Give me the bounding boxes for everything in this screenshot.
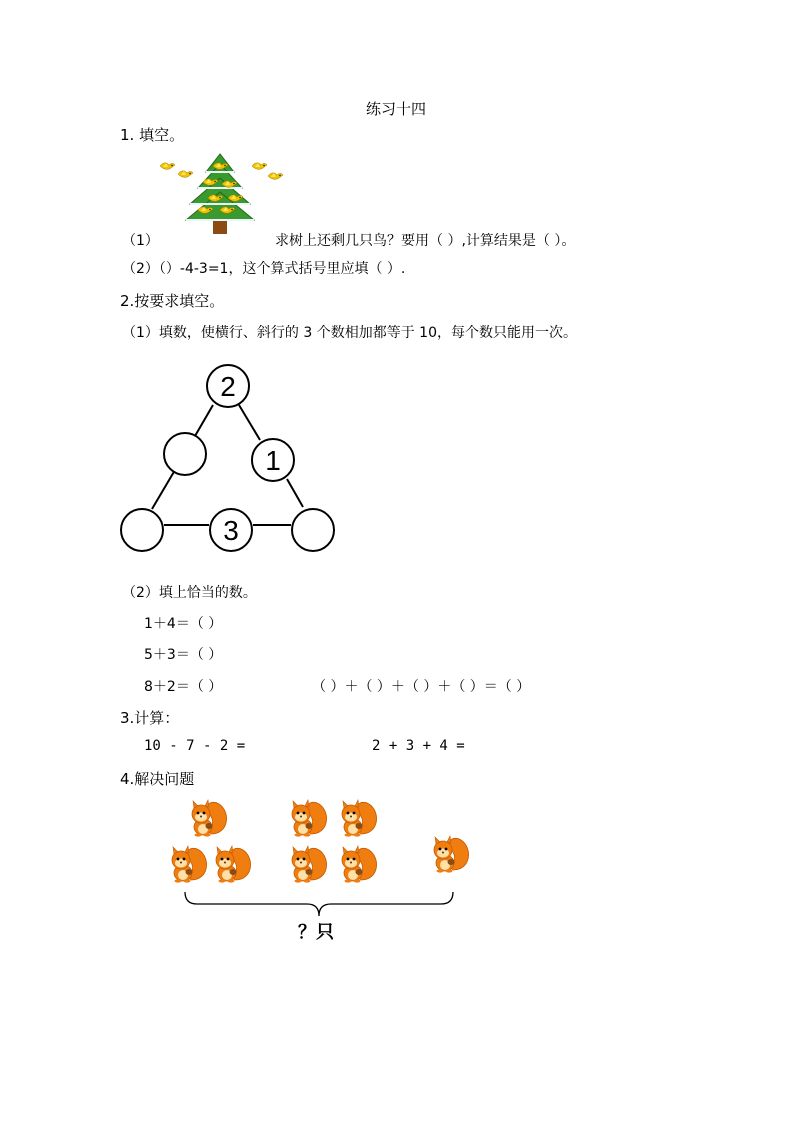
page-title: 练习十四 [366,100,427,118]
squirrel-group-illustration [165,798,485,898]
circle-bottom-left [121,509,163,551]
calculation-2: 2 + 3 + 4 = [372,738,465,754]
number-bottom-mid: 3 [223,515,239,546]
squirrel-icon [216,846,251,883]
equation-2: 5＋3＝（ ） [144,647,223,663]
triangle-edge-left-lower [152,470,175,509]
section-2-heading: 2.按要求填空。 [120,292,225,310]
squirrel-icon [434,836,469,873]
circle-left-mid [164,433,206,475]
section-3-heading: 3.计算： [120,709,180,727]
section-2-part-2: （2）填上恰当的数。 [122,585,257,601]
section-4-heading: 4.解决问题 [120,770,195,788]
circle-bottom-right [292,509,334,551]
question-1-text: 求树上还剩几只鸟？要用（ ）,计算结果是（ ）。 [275,233,576,249]
triangle-edge-right-lower [287,479,303,507]
squirrel-icon [192,800,227,837]
equation-3: 8＋2＝（ ） [144,679,223,695]
equation-4: （ ）＋（ ）＋（ ）＋（ ）＝（ ） [312,679,531,695]
bracket-brace [183,890,463,920]
triangle-edge-left-upper [195,405,213,436]
squirrel-icon [292,846,327,883]
squirrel-icon [292,800,327,837]
tree-with-birds-illustration [158,150,288,240]
number-right-mid: 1 [265,445,281,476]
question-2-text: （2）（）-4-3=1，这个算式括号里应填（ ）. [122,261,406,277]
calculation-1: 10 - 7 - 2 = [144,738,246,754]
triangle-edge-right-upper [239,405,260,440]
section-1-heading: 1. 填空。 [120,126,185,144]
equation-1: 1＋4＝（ ） [144,616,223,632]
number-triangle-diagram [115,362,345,562]
squirrel-icon [342,800,377,837]
question-1-number: （1） [122,233,159,249]
question-mark-label: ？只 [298,922,334,943]
section-2-part-1: （1）填数，使横行、斜行的 3 个数相加都等于 10，每个数只能用一次。 [122,325,577,341]
squirrel-icon [342,846,377,883]
squirrel-icon [172,846,207,883]
number-top: 2 [220,371,236,402]
